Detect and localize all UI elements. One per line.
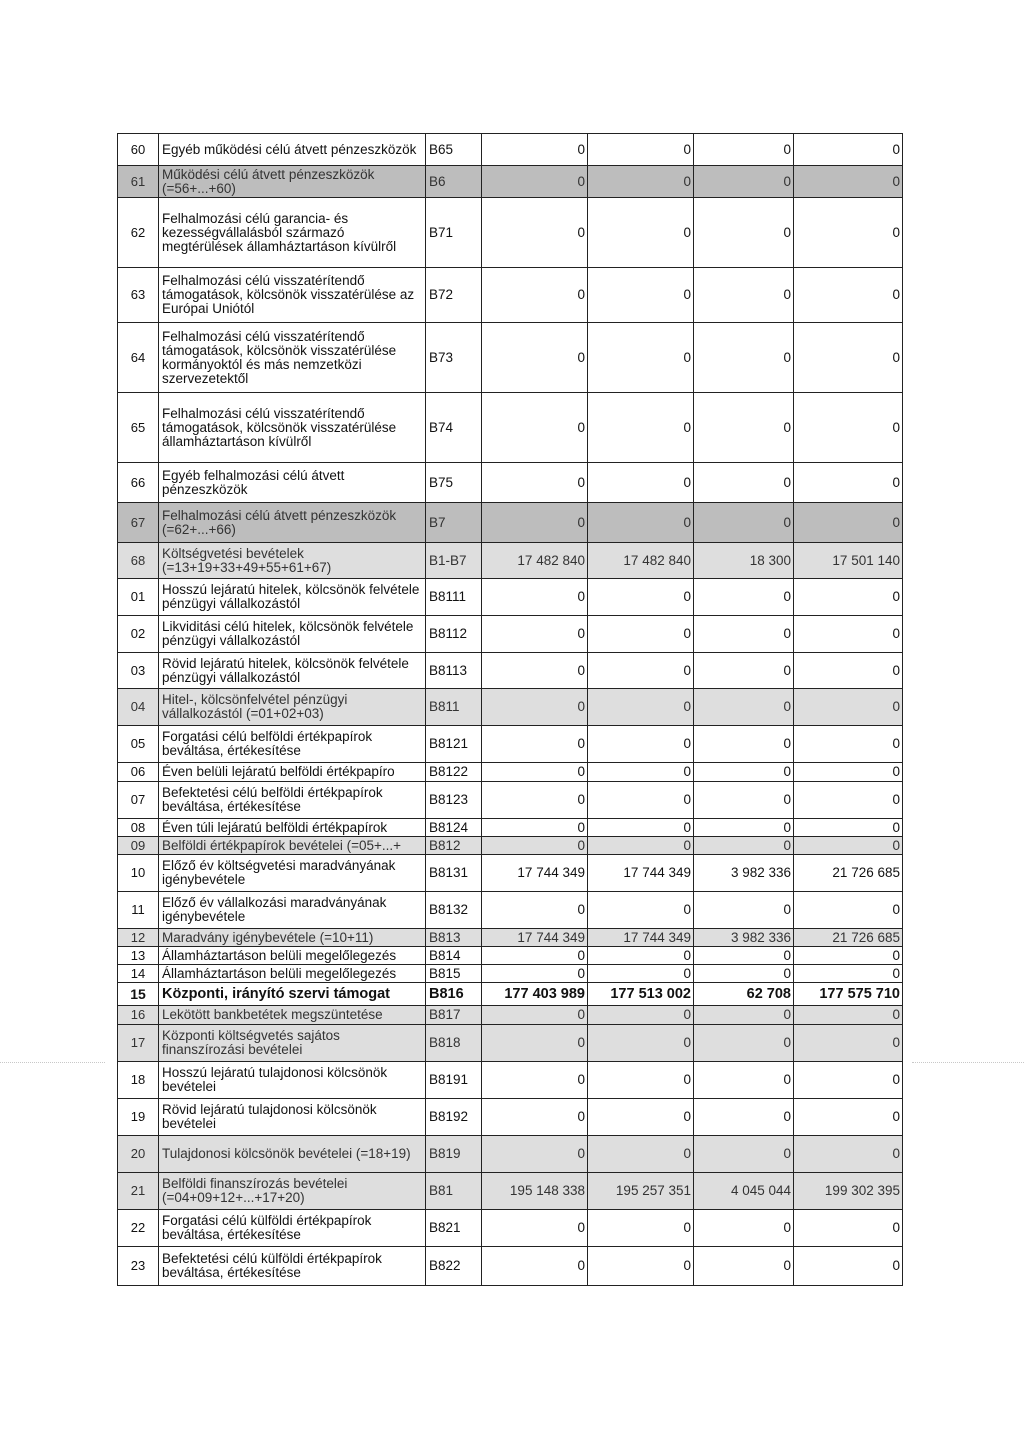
value-cell-2: 0 [588, 1210, 694, 1247]
value-cell-1: 0 [482, 166, 588, 198]
value-cell-1: 0 [482, 892, 588, 929]
row-number-cell: 23 [118, 1247, 159, 1286]
row-description-cell: Forgatási célú belföldi értékpapírok beváltása, értékesítése [159, 726, 426, 763]
value-cell-2: 0 [588, 726, 694, 763]
row-description-cell: Befektetési célú külföldi értékpapírok beváltása, értékesítése [159, 1247, 426, 1286]
value-cell-2: 17 482 840 [588, 543, 694, 579]
table-row [118, 965, 903, 983]
table-row [118, 1210, 903, 1247]
row-description-cell: Befektetési célú belföldi értékpapírok beváltása, értékesítése [159, 782, 426, 819]
row-description-cell: Központi költségvetés sajátos finanszírozási bevételei [159, 1025, 426, 1062]
value-cell-3: 0 [694, 965, 794, 983]
value-cell-1: 0 [482, 837, 588, 855]
value-cell-4: 0 [794, 689, 903, 726]
row-code-cell: B8113 [426, 653, 482, 689]
value-cell-4: 0 [794, 965, 903, 983]
row-number-cell: 64 [118, 323, 159, 393]
table-row [118, 1025, 903, 1062]
row-description-cell: Hosszú lejáratú hitelek, kölcsönök felvétele pénzügyi vállalkozástól [159, 579, 426, 616]
row-number-cell: 21 [118, 1173, 159, 1210]
row-description-cell: Egyéb felhalmozási célú átvett pénzeszközök [159, 463, 426, 503]
value-cell-1: 0 [482, 689, 588, 726]
row-description-cell: Felhalmozási célú visszatérítendő támogatások, kölcsönök visszatérülése kormányoktól és más nemzetközi szervezetektől [159, 323, 426, 393]
value-cell-3: 0 [694, 947, 794, 965]
value-cell-3: 0 [694, 1062, 794, 1099]
value-cell-1: 0 [482, 819, 588, 837]
value-cell-1: 0 [482, 198, 588, 268]
row-description-cell: Központi, irányító szervi támogat [159, 983, 426, 1006]
value-cell-2: 195 257 351 [588, 1173, 694, 1210]
value-cell-2: 0 [588, 689, 694, 726]
table-row [118, 726, 903, 763]
value-cell-1: 0 [482, 503, 588, 543]
row-description-cell: Előző év vállalkozási maradványának igénybevétele [159, 892, 426, 929]
value-cell-3: 0 [694, 1025, 794, 1062]
value-cell-3: 0 [694, 819, 794, 837]
row-description-cell: Éven túli lejáratú belföldi értékpapírok [159, 819, 426, 837]
table-row [118, 983, 903, 1006]
row-number-cell: 68 [118, 543, 159, 579]
table-row [118, 763, 903, 782]
value-cell-3: 62 708 [694, 983, 794, 1006]
row-number-cell: 14 [118, 965, 159, 983]
value-cell-4: 0 [794, 1025, 903, 1062]
table-row [118, 503, 903, 543]
value-cell-4: 0 [794, 503, 903, 543]
value-cell-1: 0 [482, 579, 588, 616]
value-cell-1: 0 [482, 965, 588, 983]
value-cell-2: 0 [588, 1247, 694, 1286]
row-number-cell: 13 [118, 947, 159, 965]
table-row [118, 198, 903, 268]
row-number-cell: 18 [118, 1062, 159, 1099]
value-cell-4: 199 302 395 [794, 1173, 903, 1210]
row-description-cell: Maradvány igénybevétele (=10+11) [159, 929, 426, 947]
value-cell-1: 17 744 349 [482, 929, 588, 947]
value-cell-1: 0 [482, 268, 588, 323]
row-number-cell: 20 [118, 1136, 159, 1173]
value-cell-3: 0 [694, 837, 794, 855]
value-cell-3: 0 [694, 503, 794, 543]
table-row [118, 393, 903, 463]
value-cell-2: 0 [588, 892, 694, 929]
value-cell-1: 0 [482, 1247, 588, 1286]
row-number-cell: 60 [118, 134, 159, 166]
row-code-cell: B8132 [426, 892, 482, 929]
table-row [118, 1006, 903, 1025]
value-cell-2: 17 744 349 [588, 929, 694, 947]
row-code-cell: B817 [426, 1006, 482, 1025]
value-cell-1: 0 [482, 393, 588, 463]
row-code-cell: B814 [426, 947, 482, 965]
value-cell-3: 3 982 336 [694, 929, 794, 947]
value-cell-3: 0 [694, 134, 794, 166]
value-cell-2: 17 744 349 [588, 855, 694, 892]
row-number-cell: 09 [118, 837, 159, 855]
row-description-cell: Belföldi értékpapírok bevételei (=05+...+ [159, 837, 426, 855]
value-cell-4: 17 501 140 [794, 543, 903, 579]
value-cell-1: 0 [482, 1006, 588, 1025]
value-cell-1: 0 [482, 134, 588, 166]
row-code-cell: B73 [426, 323, 482, 393]
row-code-cell: B8111 [426, 579, 482, 616]
value-cell-2: 0 [588, 653, 694, 689]
row-number-cell: 67 [118, 503, 159, 543]
row-number-cell: 61 [118, 166, 159, 198]
value-cell-3: 0 [694, 268, 794, 323]
row-number-cell: 03 [118, 653, 159, 689]
value-cell-4: 21 726 685 [794, 855, 903, 892]
table-row [118, 855, 903, 892]
value-cell-2: 0 [588, 323, 694, 393]
value-cell-4: 177 575 710 [794, 983, 903, 1006]
value-cell-1: 0 [482, 463, 588, 503]
row-description-cell: Felhalmozási célú visszatérítendő támogatások, kölcsönök visszatérülése az Európai Uniótól [159, 268, 426, 323]
value-cell-4: 0 [794, 947, 903, 965]
table-row [118, 1136, 903, 1173]
value-cell-3: 0 [694, 1247, 794, 1286]
value-cell-1: 0 [482, 616, 588, 653]
value-cell-2: 0 [588, 1006, 694, 1025]
value-cell-1: 0 [482, 763, 588, 782]
row-number-cell: 08 [118, 819, 159, 837]
row-number-cell: 66 [118, 463, 159, 503]
value-cell-3: 0 [694, 616, 794, 653]
table-row [118, 819, 903, 837]
scan-dotted-line-left [0, 1062, 105, 1063]
value-cell-2: 0 [588, 1025, 694, 1062]
row-number-cell: 15 [118, 983, 159, 1006]
value-cell-2: 0 [588, 1099, 694, 1136]
value-cell-2: 0 [588, 947, 694, 965]
table-row [118, 134, 903, 166]
value-cell-2: 0 [588, 763, 694, 782]
value-cell-3: 3 982 336 [694, 855, 794, 892]
value-cell-4: 0 [794, 134, 903, 166]
row-number-cell: 01 [118, 579, 159, 616]
value-cell-2: 0 [588, 503, 694, 543]
row-description-cell: Éven belüli lejáratú belföldi értékpapíro [159, 763, 426, 782]
value-cell-4: 0 [794, 1136, 903, 1173]
value-cell-1: 17 744 349 [482, 855, 588, 892]
table-row [118, 616, 903, 653]
row-description-cell: Rövid lejáratú hitelek, kölcsönök felvétele pénzügyi vállalkozástól [159, 653, 426, 689]
value-cell-4: 0 [794, 726, 903, 763]
value-cell-4: 0 [794, 892, 903, 929]
value-cell-1: 0 [482, 653, 588, 689]
value-cell-1: 0 [482, 782, 588, 819]
value-cell-1: 0 [482, 323, 588, 393]
table-row [118, 837, 903, 855]
value-cell-4: 0 [794, 1247, 903, 1286]
value-cell-3: 0 [694, 653, 794, 689]
value-cell-2: 177 513 002 [588, 983, 694, 1006]
row-number-cell: 65 [118, 393, 159, 463]
value-cell-4: 0 [794, 268, 903, 323]
row-number-cell: 07 [118, 782, 159, 819]
row-number-cell: 22 [118, 1210, 159, 1247]
value-cell-4: 0 [794, 819, 903, 837]
table-row [118, 579, 903, 616]
row-description-cell: Felhalmozási célú garancia- és kezességvállalásból származó megtérülések államháztartáson kívülről [159, 198, 426, 268]
value-cell-3: 0 [694, 463, 794, 503]
row-code-cell: B8122 [426, 763, 482, 782]
row-code-cell: B75 [426, 463, 482, 503]
table-row [118, 463, 903, 503]
row-code-cell: B811 [426, 689, 482, 726]
row-code-cell: B8192 [426, 1099, 482, 1136]
row-description-cell: Felhalmozási célú átvett pénzeszközök (=62+...+66) [159, 503, 426, 543]
value-cell-3: 0 [694, 1099, 794, 1136]
row-number-cell: 63 [118, 268, 159, 323]
value-cell-4: 0 [794, 166, 903, 198]
row-code-cell: B74 [426, 393, 482, 463]
value-cell-4: 0 [794, 323, 903, 393]
row-number-cell: 12 [118, 929, 159, 947]
row-code-cell: B819 [426, 1136, 482, 1173]
row-code-cell: B8112 [426, 616, 482, 653]
row-number-cell: 17 [118, 1025, 159, 1062]
value-cell-4: 21 726 685 [794, 929, 903, 947]
row-code-cell: B8191 [426, 1062, 482, 1099]
value-cell-4: 0 [794, 763, 903, 782]
value-cell-3: 0 [694, 1006, 794, 1025]
table-row [118, 1247, 903, 1286]
row-description-cell: Belföldi finanszírozás bevételei (=04+09+12+...+17+20) [159, 1173, 426, 1210]
table-row [118, 323, 903, 393]
value-cell-3: 0 [694, 763, 794, 782]
value-cell-3: 0 [694, 323, 794, 393]
row-code-cell: B1-B7 [426, 543, 482, 579]
row-description-cell: Előző év költségvetési maradványának igénybevétele [159, 855, 426, 892]
value-cell-4: 0 [794, 782, 903, 819]
row-code-cell: B71 [426, 198, 482, 268]
value-cell-4: 0 [794, 579, 903, 616]
row-description-cell: Lekötött bankbetétek megszüntetése [159, 1006, 426, 1025]
value-cell-3: 0 [694, 198, 794, 268]
value-cell-2: 0 [588, 616, 694, 653]
table-row [118, 947, 903, 965]
value-cell-3: 4 045 044 [694, 1173, 794, 1210]
value-cell-2: 0 [588, 463, 694, 503]
row-number-cell: 62 [118, 198, 159, 268]
value-cell-3: 0 [694, 1136, 794, 1173]
value-cell-3: 0 [694, 726, 794, 763]
table-body [118, 134, 903, 1286]
value-cell-4: 0 [794, 1006, 903, 1025]
row-code-cell: B81 [426, 1173, 482, 1210]
row-description-cell: Forgatási célú külföldi értékpapírok beváltása, értékesítése [159, 1210, 426, 1247]
value-cell-3: 0 [694, 166, 794, 198]
row-description-cell: Egyéb működési célú átvett pénzeszközök [159, 134, 426, 166]
value-cell-2: 0 [588, 1136, 694, 1173]
row-description-cell: Tulajdonosi kölcsönök bevételei (=18+19) [159, 1136, 426, 1173]
value-cell-2: 0 [588, 579, 694, 616]
value-cell-1: 195 148 338 [482, 1173, 588, 1210]
budget-revenue-table [117, 133, 903, 1286]
row-number-cell: 05 [118, 726, 159, 763]
value-cell-1: 0 [482, 1210, 588, 1247]
value-cell-1: 0 [482, 947, 588, 965]
row-code-cell: B822 [426, 1247, 482, 1286]
value-cell-2: 0 [588, 965, 694, 983]
row-number-cell: 16 [118, 1006, 159, 1025]
row-code-cell: B8121 [426, 726, 482, 763]
row-code-cell: B6 [426, 166, 482, 198]
row-description-cell: Rövid lejáratú tulajdonosi kölcsönök bevételei [159, 1099, 426, 1136]
table-row [118, 1062, 903, 1099]
row-code-cell: B8131 [426, 855, 482, 892]
value-cell-4: 0 [794, 1099, 903, 1136]
table-row [118, 268, 903, 323]
value-cell-4: 0 [794, 616, 903, 653]
row-code-cell: B812 [426, 837, 482, 855]
value-cell-4: 0 [794, 837, 903, 855]
value-cell-4: 0 [794, 1062, 903, 1099]
row-description-cell: Hosszú lejáratú tulajdonosi kölcsönök bevételei [159, 1062, 426, 1099]
row-code-cell: B821 [426, 1210, 482, 1247]
value-cell-1: 0 [482, 1025, 588, 1062]
value-cell-3: 0 [694, 892, 794, 929]
value-cell-4: 0 [794, 653, 903, 689]
value-cell-3: 0 [694, 782, 794, 819]
value-cell-1: 177 403 989 [482, 983, 588, 1006]
value-cell-4: 0 [794, 393, 903, 463]
scan-dotted-line-right [912, 1062, 1024, 1063]
row-code-cell: B818 [426, 1025, 482, 1062]
row-number-cell: 19 [118, 1099, 159, 1136]
value-cell-1: 0 [482, 1136, 588, 1173]
table-row [118, 1099, 903, 1136]
row-number-cell: 11 [118, 892, 159, 929]
table-row [118, 892, 903, 929]
row-number-cell: 04 [118, 689, 159, 726]
value-cell-3: 0 [694, 393, 794, 463]
row-code-cell: B7 [426, 503, 482, 543]
row-description-cell: Államháztartáson belüli megelőlegezés [159, 965, 426, 983]
table-row [118, 543, 903, 579]
row-code-cell: B8124 [426, 819, 482, 837]
table-row [118, 689, 903, 726]
value-cell-4: 0 [794, 1210, 903, 1247]
row-description-cell: Költségvetési bevételek (=13+19+33+49+55+61+67) [159, 543, 426, 579]
table-row [118, 929, 903, 947]
value-cell-3: 0 [694, 689, 794, 726]
row-number-cell: 10 [118, 855, 159, 892]
row-description-cell: Felhalmozási célú visszatérítendő támogatások, kölcsönök visszatérülése államháztartáson kívülről [159, 393, 426, 463]
value-cell-2: 0 [588, 198, 694, 268]
table-row [118, 653, 903, 689]
table-row [118, 782, 903, 819]
value-cell-2: 0 [588, 837, 694, 855]
table-row [118, 1173, 903, 1210]
value-cell-3: 18 300 [694, 543, 794, 579]
row-description-cell: Likviditási célú hitelek, kölcsönök felvétele pénzügyi vállalkozástól [159, 616, 426, 653]
value-cell-4: 0 [794, 198, 903, 268]
value-cell-1: 0 [482, 726, 588, 763]
value-cell-2: 0 [588, 134, 694, 166]
row-number-cell: 02 [118, 616, 159, 653]
value-cell-1: 0 [482, 1099, 588, 1136]
value-cell-2: 0 [588, 393, 694, 463]
value-cell-1: 0 [482, 1062, 588, 1099]
value-cell-3: 0 [694, 579, 794, 616]
row-description-cell: Államháztartáson belüli megelőlegezés [159, 947, 426, 965]
row-code-cell: B816 [426, 983, 482, 1006]
row-code-cell: B815 [426, 965, 482, 983]
value-cell-2: 0 [588, 268, 694, 323]
row-code-cell: B72 [426, 268, 482, 323]
row-description-cell: Működési célú átvett pénzeszközök (=56+...+60) [159, 166, 426, 198]
row-number-cell: 06 [118, 763, 159, 782]
value-cell-3: 0 [694, 1210, 794, 1247]
value-cell-1: 17 482 840 [482, 543, 588, 579]
value-cell-2: 0 [588, 819, 694, 837]
value-cell-2: 0 [588, 1062, 694, 1099]
value-cell-4: 0 [794, 463, 903, 503]
row-code-cell: B8123 [426, 782, 482, 819]
row-description-cell: Hitel-, kölcsönfelvétel pénzügyi vállalkozástól (=01+02+03) [159, 689, 426, 726]
value-cell-2: 0 [588, 166, 694, 198]
table-row [118, 166, 903, 198]
row-code-cell: B65 [426, 134, 482, 166]
value-cell-2: 0 [588, 782, 694, 819]
row-code-cell: B813 [426, 929, 482, 947]
